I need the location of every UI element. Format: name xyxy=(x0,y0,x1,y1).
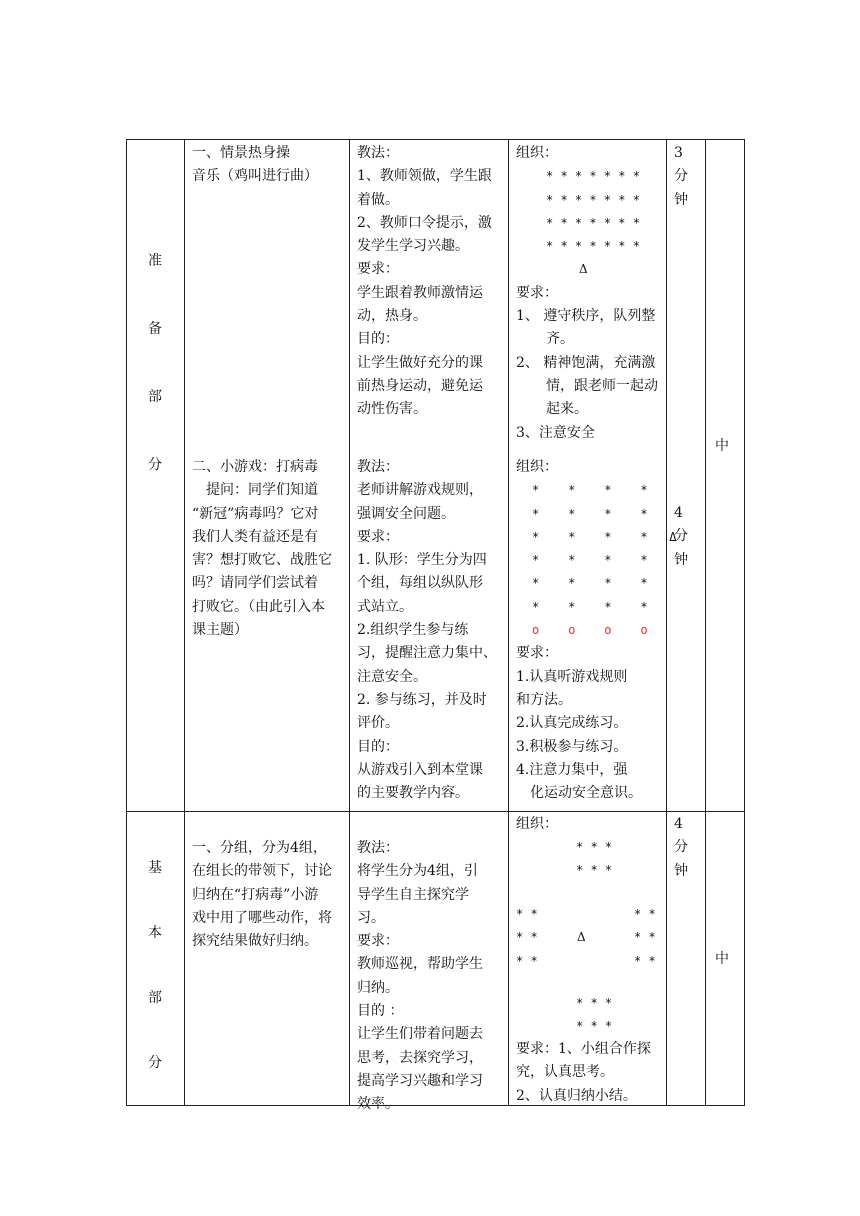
method-line: 要求： xyxy=(357,528,399,545)
activity-desc-line: 打败它。（由此引入本 xyxy=(192,598,325,615)
formation-row: * * * * xyxy=(532,599,648,614)
req-line: 要求：1、小组合作探 xyxy=(516,1041,651,1057)
activity-title: 一、情景热身操 xyxy=(192,145,290,161)
req-line: 2.认真完成练习。 xyxy=(516,715,628,732)
section-label-char: 备 xyxy=(148,321,162,337)
method-line: 评价。 xyxy=(357,715,399,732)
method-line: 式站立。 xyxy=(357,598,413,615)
method-basic xyxy=(357,837,483,1117)
formation-top xyxy=(576,836,612,883)
method-line: 提高学习兴趣和学习 xyxy=(357,1072,483,1089)
formation-row: * * xyxy=(634,907,656,921)
time-unit: 分 xyxy=(674,168,688,185)
org-reqs xyxy=(516,1038,651,1108)
method-line: 动性伤害。 xyxy=(357,401,427,418)
req-label: 要求： xyxy=(516,284,558,301)
method-line: 强调安全问题。 xyxy=(357,505,455,522)
formation-row: * * * * * * * xyxy=(546,192,640,207)
col-border-4 xyxy=(508,139,509,1106)
activity-music: 音乐（鸡叫进行曲） xyxy=(192,168,318,185)
method-line: 老师讲解游戏规则， xyxy=(357,482,483,499)
time-1 xyxy=(674,142,688,212)
formation-row: * * * * xyxy=(532,576,648,591)
org-label: 组织： xyxy=(516,459,558,475)
method-line: 动，热身。 xyxy=(357,308,427,325)
time-unit: 分 xyxy=(674,528,688,545)
section-divider xyxy=(126,811,745,812)
activity-line: 戏中用了哪些动作，将 xyxy=(192,909,332,926)
method-line: 2. 参与练习，并及时 xyxy=(357,691,487,708)
formation-row: * * xyxy=(634,953,656,968)
req-label: 要求： xyxy=(516,645,558,662)
organization-1 xyxy=(516,142,658,445)
col-border-1 xyxy=(126,139,127,1106)
activity-line: 在组长的带领下，讨论 xyxy=(192,863,332,880)
method-line: 教法： xyxy=(357,840,399,856)
method-line: 导学生自主探究学 xyxy=(357,886,469,903)
activity-desc-line: 我们人类有益还是有 xyxy=(192,528,318,545)
method-line: 习，提醒注意力集中、 xyxy=(357,645,497,662)
time-value: 3 xyxy=(674,145,683,161)
formation-bottom xyxy=(576,992,612,1039)
formation-row: * * xyxy=(634,930,656,945)
req-line: 3.积极参与练习。 xyxy=(516,738,628,755)
teacher-marker: Δ xyxy=(577,930,586,944)
method-1 xyxy=(357,142,492,422)
method-line: 思考，去探究学习， xyxy=(357,1049,483,1066)
method-line: 从游戏引入到本堂课 xyxy=(357,761,483,778)
formation-row: * * * * * * * xyxy=(546,215,640,230)
method-line: 目的： xyxy=(357,738,399,755)
time-unit: 钟 xyxy=(674,551,688,568)
method-line: 2、教师口令提示，激 xyxy=(357,214,492,231)
formation-row: * * * * xyxy=(532,553,648,568)
method-line: 习。 xyxy=(357,909,385,926)
time-unit: 分 xyxy=(674,839,688,856)
method-line: 着做。 xyxy=(357,191,399,208)
col-border-7 xyxy=(744,139,745,1106)
method-line: 要求： xyxy=(357,261,399,278)
formation-row: * * * xyxy=(576,1019,613,1034)
method-line: 目的： xyxy=(357,331,399,348)
col-border-2 xyxy=(184,139,185,1106)
formation-row: * * xyxy=(516,930,538,945)
method-line: 个组，每组以纵队形 xyxy=(357,575,483,592)
req-line: 2、 精神饱满，充满激 xyxy=(516,354,656,371)
time-value: 4 xyxy=(674,505,683,521)
section-label-char: 分 xyxy=(148,1055,162,1071)
table-top-border xyxy=(126,139,745,140)
time-value: 4 xyxy=(674,816,683,832)
req-line: 1.认真听游戏规则 xyxy=(516,668,628,685)
formation-row: * * * xyxy=(576,840,613,854)
method-line: 效率。 xyxy=(357,1096,399,1113)
activity-desc-line: 提问：同学们知道 xyxy=(192,482,318,499)
method-line: 注意安全。 xyxy=(357,668,427,685)
activity-desc-line: 吗？请同学们尝试着 xyxy=(192,575,318,592)
method-line: 学生跟着教师激情运 xyxy=(357,284,483,301)
method-line: 前热身运动，避免运 xyxy=(357,377,483,394)
activity-line: 探究结果做好归纳。 xyxy=(192,933,318,950)
col-border-3 xyxy=(349,139,350,1106)
section-label-char: 本 xyxy=(148,925,162,941)
formation-row: * * * * * * * xyxy=(546,239,640,254)
activity-1 xyxy=(192,142,318,189)
method-line: 让学生做好充分的课 xyxy=(357,354,483,371)
teacher-marker: Δ xyxy=(579,262,588,277)
method-line: 将学生分为4组，引 xyxy=(357,863,478,880)
formation-row: * * * * * * * xyxy=(546,169,640,184)
activity-desc-line: 课主题） xyxy=(192,622,248,639)
time-basic xyxy=(674,813,688,883)
formation-left xyxy=(516,903,538,973)
method-line: 要求： xyxy=(357,933,399,950)
req-line: 化运动安全意识。 xyxy=(530,785,642,802)
req-line: 情，跟老师一起动 xyxy=(546,377,658,394)
time-2 xyxy=(674,502,688,572)
method-line: 1. 队形：学生分为四 xyxy=(357,552,487,569)
formation-row: * * * * xyxy=(532,506,648,521)
time-unit: 钟 xyxy=(674,191,688,208)
section-label-char: 基 xyxy=(148,860,162,876)
section-label-char: 部 xyxy=(148,990,162,1006)
col-border-6 xyxy=(705,139,706,1106)
circle-markers-row: o o o o xyxy=(532,623,648,638)
method-line: 让学生们带着问题去 xyxy=(357,1026,483,1043)
method-line: 教师巡视，帮助学生 xyxy=(357,956,483,973)
req-line: 齐。 xyxy=(546,331,574,348)
req-line: 究，认真思考。 xyxy=(516,1064,614,1081)
activity-2 xyxy=(192,456,332,642)
activity-line: 归纳在“打病毒”小游 xyxy=(192,886,319,903)
formation-row: * * xyxy=(516,953,538,968)
formation-row: * * * xyxy=(576,996,613,1010)
intensity-label: 中 xyxy=(715,438,729,454)
req-line: 和方法。 xyxy=(516,691,572,708)
section-label-char: 准 xyxy=(148,253,162,269)
section-label-char: 分 xyxy=(148,457,162,473)
activity-line: 一、分组，分为4组， xyxy=(192,840,327,856)
req-line: 3、注意安全 xyxy=(516,424,595,441)
method-line: 教法： xyxy=(357,145,399,161)
org-label: 组织： xyxy=(516,145,558,161)
formation-row: * * * xyxy=(576,863,613,878)
activity-desc-line: “新冠”病毒吗？它对 xyxy=(192,505,319,522)
method-line: 的主要教学内容。 xyxy=(357,785,469,802)
method-line: 发学生学习兴趣。 xyxy=(357,238,469,255)
method-line: 归纳。 xyxy=(357,979,399,996)
activity-desc-line: 害？想打败它、战胜它 xyxy=(192,552,332,569)
method-line: 1、教师领做，学生跟 xyxy=(357,168,492,185)
formation-row: * * * * Δ xyxy=(532,529,677,544)
req-line: 2、认真归纳小结。 xyxy=(516,1087,637,1104)
formation-row: * * * * xyxy=(532,483,648,498)
method-line: 目的 ： xyxy=(357,1003,404,1020)
formation-right xyxy=(634,903,656,973)
req-line: 1、 遵守秩序，队列整 xyxy=(516,308,656,325)
formation-row: * * xyxy=(516,907,538,921)
activity-basic xyxy=(192,837,332,953)
organization-2 xyxy=(516,456,677,805)
section-label-char: 部 xyxy=(148,389,162,405)
req-line: 起来。 xyxy=(546,401,588,418)
time-unit: 钟 xyxy=(674,862,688,879)
intensity-label: 中 xyxy=(715,951,729,967)
req-line: 4.注意力集中，强 xyxy=(516,761,628,778)
method-line: 2.组织学生参与练 xyxy=(357,622,469,639)
org-label: 组织： xyxy=(516,816,558,832)
activity-title: 二、小游戏：打病毒 xyxy=(192,459,318,475)
method-line: 教法： xyxy=(357,459,399,475)
method-2 xyxy=(357,456,497,805)
